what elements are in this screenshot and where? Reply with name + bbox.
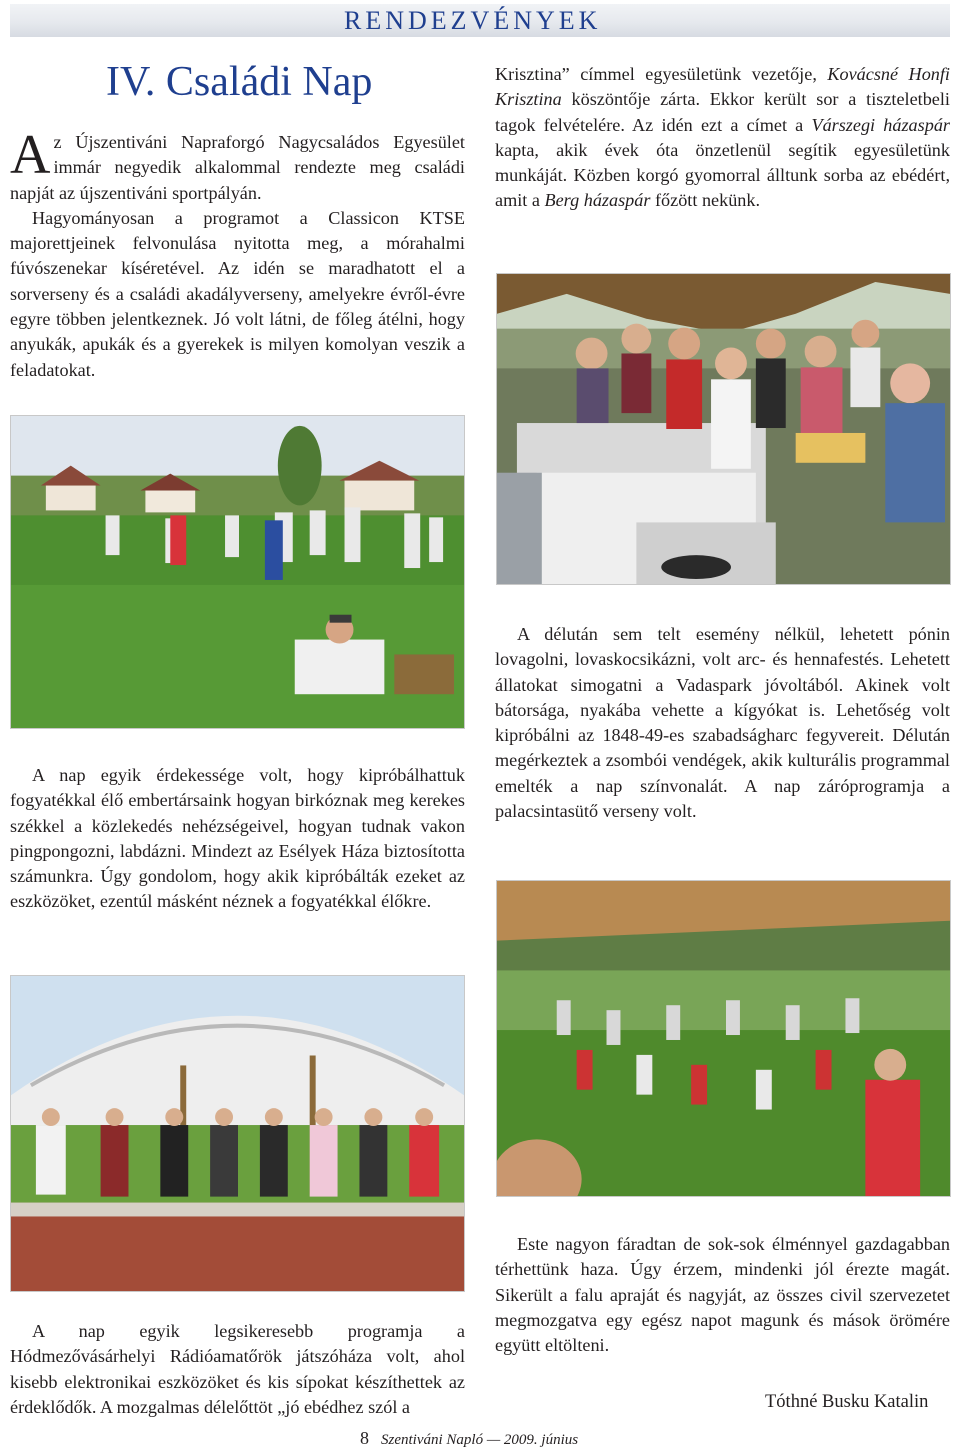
- author-signature: Tóthné Busku Katalin: [765, 1392, 929, 1412]
- intro-paragraph: z Újszentiváni Napraforgó Nagycsaládos Egyesület immár negyedik alkalommal rendezte meg családi napját az újszentiváni sportpályán.: [10, 132, 465, 203]
- stage-photo: [10, 975, 465, 1292]
- leader-name: Kovácsné Honfi Krisztina: [495, 64, 950, 110]
- program-paragraph: Hagyományosan a programot a Classicon KTSE majorettjeinek felvonulása nyitotta meg, a mórahalmi fúvószenekar kíséretével. Az idén se maradhatott el a sorverseny és a családi akadályverseny, amelyekre évről-évre egyre többen jelentkeznek. Jó volt látni, de főleg átélni, hogy anyukák, apukák és a gyerekek is milyen komolyan veszik a feladatokat.: [10, 207, 465, 380]
- cooking-photo: [496, 273, 951, 585]
- page-footer: [360, 1428, 578, 1449]
- closing-paragraph: [495, 1232, 950, 1358]
- accessibility-paragraph: [10, 763, 465, 915]
- honorary-couple-name: Várszegi házaspár: [811, 114, 950, 135]
- audience-photo: [496, 880, 951, 1197]
- publication-name: Szentiváni Napló — 2009. június: [381, 1432, 579, 1448]
- radio-paragraph: [10, 1319, 465, 1420]
- intro-text-block: [10, 124, 465, 383]
- cook-couple-name: Berg házaspár: [544, 190, 651, 211]
- speech-paragraph: [495, 62, 950, 214]
- sports-field-photo: [10, 415, 465, 729]
- speech-text-2: köszöntője zárta. Ekkor került sor a tiszteletbeli tagok felvételére. Az idén ezt a címet a: [495, 89, 950, 135]
- speech-text-1: Krisztina” címmel egyesületünk vezetője,: [495, 64, 828, 84]
- radio-text: A nap egyik legsikeresebb programja a Hódmezővásárhelyi Rádióamatőrök játszóháza volt, ahol kisebb elektronikai eszközöket és kis sípokat készíthettek az érdeklődők. A mozgalmas délelőttöt „jó ebédhez szól a: [10, 1321, 465, 1417]
- afternoon-text: A délután sem telt esemény nélkül, lehetett pónin lovagolni, lovaskocsikázni, volt arc- és hennafestés. Lehetett állatokat simogatni a Vadaspark jóvoltából. Akinek volt bátorsága, nyakába vehette a kígyókat is. Lehetőség volt kipróbálni az 1848-49-es szabadságharc fegyvereit. Délután megérkeztek a zsombói vendégek, akik kulturális programmal emelték a nap színvonalát. A nap záróprogramja a palacsintasütő verseny volt.: [495, 624, 950, 822]
- speech-text-3: kapta, akik évek óta önzetlenül segítik egyesületünk munkáját. Közben korgó gyomorral álltunk sorba az ebédért, amit a: [495, 139, 950, 211]
- article-title: IV. Családi Nap: [106, 59, 373, 105]
- afternoon-paragraph: [495, 622, 950, 824]
- speech-text-4: főzött nekünk.: [650, 190, 761, 211]
- drop-cap: A: [10, 124, 51, 186]
- closing-text: Este nagyon fáradtan de sok-sok élménnyel gazdagabban térhettünk haza. Úgy érzem, mindenki jól érezte magát. Sikerült a falu apraját és nagyját, az összes civil szervezetet megmozgatva egy egész napot magunk és mások örömére együtt eltölteni.: [495, 1234, 950, 1356]
- accessibility-text: A nap egyik érdekessége volt, hogy kipróbálhattuk fogyatékkal élő embertársaink hogyan birkóznak meg kerekes székkel a közlekedés nehézségeivel, hogyan tudnak vakon pingpongozni, labdázni. Mindezt az Esélyek Háza biztosította számunkra. Úgy gondolom, hogy akik kipróbálták ezeket az eszközöket, ezentúl másként néznek a fogyatékkal élőkre.: [10, 765, 465, 912]
- page-number: 8: [360, 1428, 369, 1448]
- section-title: RENDEZVÉNYEK: [344, 6, 602, 35]
